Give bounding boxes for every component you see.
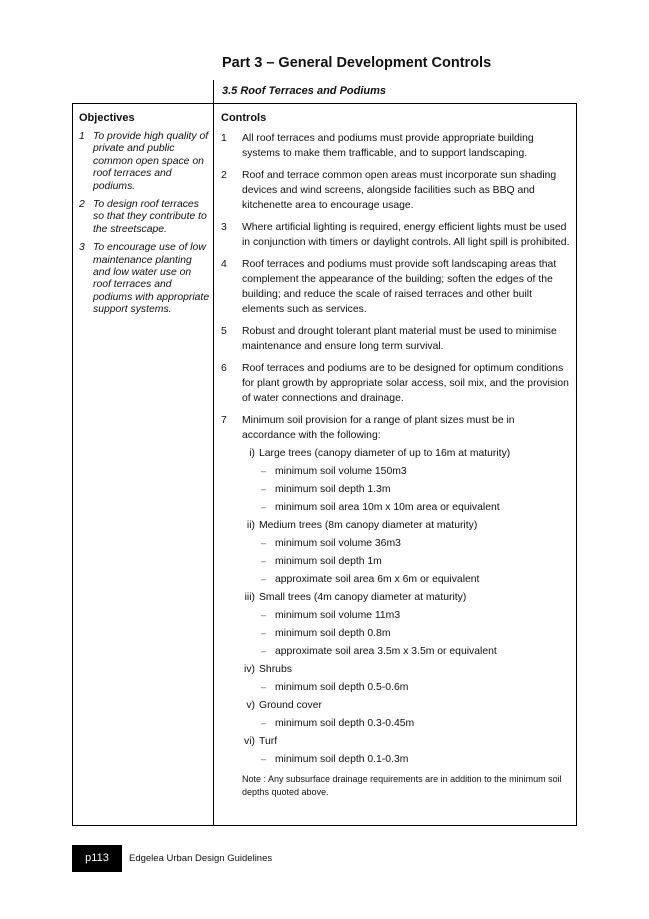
soil-requirements [259, 752, 571, 767]
objectives-list [79, 131, 211, 323]
controls-list [221, 131, 571, 806]
control-item [221, 324, 571, 354]
soil-requirement [259, 482, 571, 497]
requirement-text: minimum soil depth 0.1-0.3m [275, 754, 409, 765]
requirement-text: minimum soil volume 150m3 [275, 466, 407, 477]
page-title: Part 3 – General Development Controls [222, 55, 492, 71]
plant-category-numeral: iv) [244, 664, 255, 675]
plant-category-numeral: ii) [246, 520, 255, 531]
dash-bullet: – [261, 574, 267, 584]
soil-requirement [259, 572, 571, 587]
control-item [221, 168, 571, 213]
document-title: Edgelea Urban Design Guidelines [129, 853, 273, 864]
plant-category-label: Turf [259, 736, 278, 747]
requirement-text: minimum soil volume 11m3 [275, 610, 401, 621]
control-item [221, 413, 571, 799]
plant-category-label: Small trees (4m canopy diameter at maturity) [259, 592, 467, 603]
requirement-text: minimum soil depth 1m [275, 556, 382, 567]
soil-requirements [259, 716, 571, 731]
soil-requirement [259, 626, 571, 641]
control-text: Minimum soil provision for a range of plant sizes must be in accordance with the following: [242, 415, 515, 441]
plant-category-label: Shrubs [259, 664, 292, 675]
column-divider [213, 103, 214, 826]
plant-category [242, 590, 571, 659]
soil-requirements [259, 464, 571, 515]
soil-requirement [259, 554, 571, 569]
requirement-text: minimum soil volume 36m3 [275, 538, 401, 549]
plant-category [242, 698, 571, 731]
plant-category [242, 734, 571, 767]
dash-bullet: – [261, 718, 267, 728]
control-item [221, 131, 571, 161]
objective-number: 1 [79, 131, 85, 142]
plant-category-label: Ground cover [259, 700, 322, 711]
plant-category [242, 518, 571, 587]
plant-category-numeral: i) [249, 448, 255, 459]
control-number: 6 [221, 363, 227, 374]
control-text: Robust and drought tolerant plant material must be used to minimise maintenance and ensure long term survival. [242, 326, 557, 352]
plant-category-label: Medium trees (8m canopy diameter at maturity) [259, 520, 478, 531]
dash-bullet: – [261, 754, 267, 764]
soil-requirement [259, 680, 571, 695]
plant-category-numeral: v) [246, 700, 255, 711]
control-text: Roof and terrace common open areas must incorporate sun shading devices and wind screens, alongside facilities such as BBQ and kitchenette area to encourage usage. [242, 170, 557, 211]
requirement-text: minimum soil depth 0.8m [275, 628, 391, 639]
soil-provision-list [242, 446, 571, 767]
requirement-text: minimum soil depth 1.3m [275, 484, 391, 495]
control-text: Where artificial lighting is required, energy efficient lights must be used in conjunction with timers or daylight controls. All light spill is prohibited. [242, 222, 570, 248]
requirement-text: minimum soil depth 0.3-0.45m [275, 718, 415, 729]
dash-bullet: – [261, 682, 267, 692]
soil-requirement [259, 536, 571, 551]
objective-item [79, 131, 211, 193]
objective-number: 2 [79, 199, 85, 211]
control-number: 7 [221, 415, 227, 426]
section-heading: 3.5 Roof Terraces and Podiums [222, 85, 387, 97]
control-number: 3 [221, 222, 227, 233]
objective-item [79, 199, 211, 236]
control-item [221, 257, 571, 317]
control-text: Roof terraces and podiums are to be designed for optimum conditions for plant growth by appropriate solar access, soil mix, and the provision of water connections and drainage. [242, 363, 569, 404]
plant-category [242, 662, 571, 695]
soil-requirement [259, 644, 571, 659]
divider-line-top [213, 80, 214, 104]
objective-number: 3 [79, 242, 85, 254]
soil-requirement [259, 500, 571, 515]
dash-bullet: – [261, 628, 267, 638]
objective-text: To provide high quality of private and public common open space on roof terraces and podiums. [93, 131, 209, 192]
dash-bullet: – [261, 484, 267, 494]
controls-heading: Controls [221, 112, 267, 124]
requirement-text: approximate soil area 6m x 6m or equivalent [275, 574, 480, 585]
soil-requirements [259, 680, 571, 695]
plant-category-numeral: iii) [244, 592, 255, 603]
plant-category-label: Large trees (canopy diameter of up to 16m at maturity) [259, 448, 511, 459]
control-item [221, 220, 571, 250]
dash-bullet: – [261, 538, 267, 548]
control-number: 2 [221, 170, 227, 181]
plant-category [242, 446, 571, 515]
control-number: 1 [221, 133, 227, 144]
drainage-note: Note : Any subsurface drainage requirements are in addition to the minimum soil depths quoted above. [242, 774, 562, 797]
soil-requirement [259, 464, 571, 479]
objective-text: To encourage use of low maintenance planting and low water use on roof terraces and podiums with appropriate support systems. [93, 242, 210, 316]
dash-bullet: – [261, 646, 267, 656]
dash-bullet: – [261, 466, 267, 476]
control-item [221, 361, 571, 406]
soil-requirement [259, 608, 571, 623]
requirement-text: minimum soil depth 0.5-0.6m [275, 682, 409, 693]
soil-requirements [259, 536, 571, 587]
objective-item [79, 242, 211, 316]
requirement-text: approximate soil area 3.5m x 3.5m or equivalent [275, 646, 497, 657]
control-number: 4 [221, 259, 227, 270]
plant-category-numeral: vi) [244, 736, 255, 747]
control-text: Roof terraces and podiums must provide soft landscaping areas that complement the appearance of the building; soften the edges of the building; and reduce the scale of raised terraces and other built elements such as services. [242, 259, 557, 315]
dash-bullet: – [261, 610, 267, 620]
page-number: p113 [85, 852, 109, 864]
soil-requirement [259, 716, 571, 731]
objective-text: To design roof terraces so that they contribute to the streetscape. [93, 199, 207, 235]
dash-bullet: – [261, 502, 267, 512]
control-text: All roof terraces and podiums must provide appropriate building systems to make them trafficable, and to support landscaping. [242, 133, 534, 159]
objectives-heading: Objectives [79, 112, 135, 124]
soil-requirements [259, 608, 571, 659]
dash-bullet: – [261, 556, 267, 566]
soil-requirement [259, 752, 571, 767]
control-number: 5 [221, 326, 227, 337]
requirement-text: minimum soil area 10m x 10m area or equivalent [275, 502, 500, 513]
